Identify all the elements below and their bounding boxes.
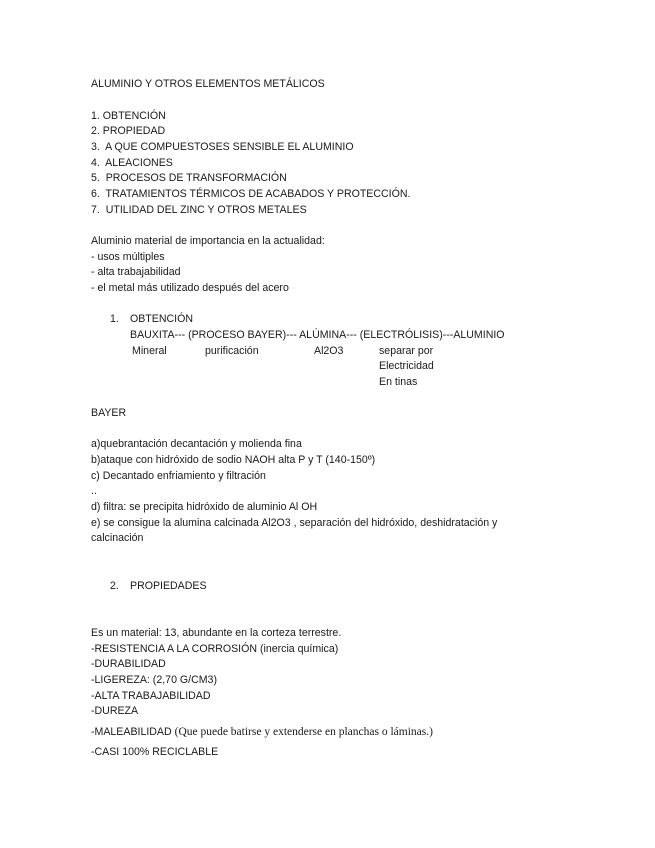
bayer-step: c) Decantado enfriamiento y filtración	[91, 470, 266, 482]
index-item: 1. OBTENCIÓN	[91, 110, 166, 122]
property-item: -CASI 100% RECICLABLE	[91, 746, 219, 758]
intro-item: - usos múltiples	[91, 251, 165, 263]
propiedades-lead: Es un material: 13, abundante en la corteza terrestre.	[91, 627, 342, 639]
index-item: 6. TRATAMIENTOS TÉRMICOS DE ACABADOS Y PROTECCIÓN.	[91, 188, 411, 200]
section-heading: PROPIEDADES	[130, 580, 207, 592]
intro-lead: Aluminio material de importancia en la actualidad:	[91, 235, 325, 247]
process-label-mineral: Mineral	[132, 345, 167, 357]
index-item: 3. A QUE COMPUESTOSES SENSIBLE EL ALUMINIO	[91, 141, 354, 153]
property-item-maleabilidad	[91, 725, 433, 739]
process-label-al2o3: Al2O3	[314, 345, 344, 357]
bayer-step: a)quebrantación decantación y molienda fina	[91, 438, 302, 450]
section-heading: OBTENCIÓN	[130, 313, 193, 325]
property-item: -LIGEREZA: (2,70 G/CM3)	[91, 674, 217, 686]
bayer-heading: BAYER	[91, 407, 127, 419]
intro-item: - el metal más utilizado después del acero	[91, 282, 289, 294]
process-label-separar: separar por	[379, 345, 434, 357]
maleabilidad-note: (Que puede batirse y extenderse en planchas o láminas.)	[174, 726, 433, 738]
section-number: 1.	[110, 313, 119, 325]
property-item: -DURABILIDAD	[91, 658, 166, 670]
index-item: 7. UTILIDAD DEL ZINC Y OTROS METALES	[91, 204, 307, 216]
intro-item: - alta trabajabilidad	[91, 266, 181, 278]
process-label-tinas: En tinas	[379, 376, 418, 388]
property-item: -ALTA TRABAJABILIDAD	[91, 690, 211, 702]
index-item: 2. PROPIEDAD	[91, 125, 166, 137]
index-item: 5. PROCESOS DE TRANSFORMACIÓN	[91, 172, 287, 184]
bayer-step: ..	[91, 485, 97, 497]
bayer-step: d) filtra: se precipita hidróxido de aluminio Al OH	[91, 501, 318, 513]
document-title: ALUMINIO Y OTROS ELEMENTOS METÁLICOS	[91, 78, 325, 90]
property-item: -RESISTENCIA A LA CORROSIÓN (inercia química)	[91, 643, 339, 655]
process-label-electricidad: Electricidad	[379, 360, 434, 372]
process-chain: BAUXITA--- (PROCESO BAYER)--- ALÚMINA--- (ELECTRÓLISIS)---ALUMINIO	[130, 329, 505, 341]
section-number: 2.	[110, 580, 119, 592]
property-item: -DUREZA	[91, 705, 139, 717]
maleabilidad-label: -MALEABILIDAD	[91, 726, 175, 738]
process-label-purificacion: purificación	[205, 345, 259, 357]
index-item: 4. ALEACIONES	[91, 157, 173, 169]
bayer-step: e) se consigue la alumina calcinada Al2O3 , separación del hidróxido, deshidratación y	[91, 517, 498, 529]
bayer-step: b)ataque con hidróxido de sodio NAOH alta P y T (140-150º)	[91, 454, 376, 466]
bayer-step: calcinación	[91, 532, 144, 544]
